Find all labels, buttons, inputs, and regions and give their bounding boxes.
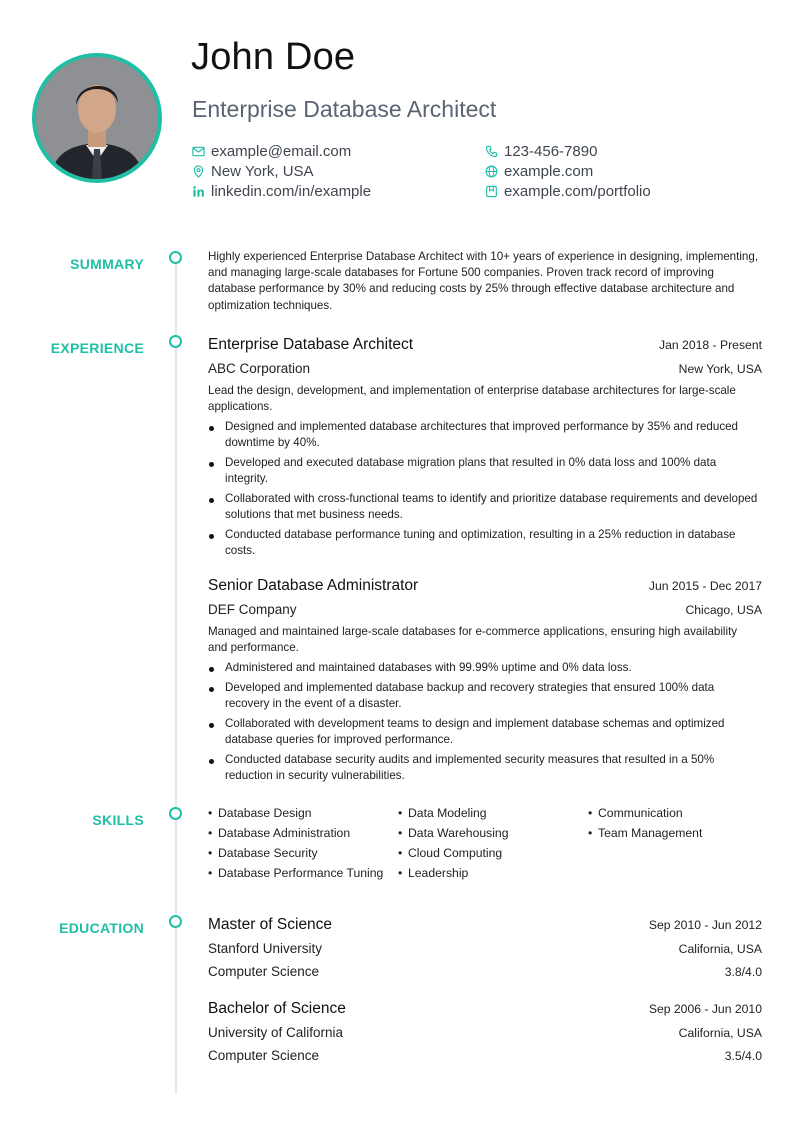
experience-2-header (208, 577, 762, 595)
experience-1-header (208, 336, 762, 354)
timeline-line (175, 256, 177, 1094)
contact-portfolio[interactable] (485, 183, 651, 200)
education-1-field-row (208, 964, 762, 979)
job-2-title: Senior Database Administrator (208, 577, 419, 594)
job-1-bullets (208, 419, 758, 563)
bullet-text: Developed and implemented database backup and recovery strategies that ensured 100% data recovery in the event of a disaster. (225, 681, 715, 710)
linkedin-text: linkedin.com/in/example (211, 183, 372, 200)
list-item (208, 680, 758, 712)
edu-1-degree: Master of Science (208, 916, 333, 933)
skill-empty (588, 845, 768, 861)
job-1-dates: Jan 2018 - Present (659, 338, 762, 352)
edu-2-gpa: 3.5/4.0 (724, 1049, 762, 1063)
location-text: New York, USA (211, 163, 314, 180)
education-2-field-row (208, 1048, 762, 1063)
envelope-icon (192, 145, 205, 158)
map-pin-icon (192, 165, 205, 178)
skill-item: • Data Modeling (398, 806, 487, 820)
bookmark-icon (485, 185, 498, 198)
edu-1-dates: Sep 2010 - Jun 2012 (648, 918, 762, 932)
website-text: example.com (504, 163, 594, 180)
edu-2-degree: Bachelor of Science (208, 1000, 346, 1017)
skill-item: • Database Administration (208, 826, 351, 840)
section-title-experience: EXPERIENCE (50, 340, 144, 356)
phone-icon (485, 145, 498, 158)
edu-1-field: Computer Science (208, 964, 320, 979)
bullet-text: Administered and maintained databases with 99.99% uptime and 0% data loss. (225, 661, 632, 674)
job-2-company: DEF Company (208, 602, 297, 617)
list-item (208, 491, 758, 523)
contact-website[interactable] (485, 163, 593, 180)
timeline-dot-experience (169, 335, 182, 348)
list-item (208, 752, 758, 784)
section-title-skills: SKILLS (92, 812, 144, 828)
list-item (208, 419, 758, 451)
list-item (208, 660, 758, 676)
globe-icon (485, 165, 498, 178)
contact-location (192, 163, 314, 180)
list-item (208, 716, 758, 748)
list-item (208, 455, 758, 487)
contact-email[interactable] (192, 143, 351, 160)
bullet-text: Designed and implemented database architectures that improved performance by 35% and reduced downtime by 40%. (225, 420, 739, 449)
bullet-text: Collaborated with cross-functional teams to identify and prioritize database requirements and developed solutions that met business needs. (225, 492, 758, 521)
bullet-text: Conducted database performance tuning and optimization, resulting in a 25% reduction in database costs. (225, 528, 736, 557)
contact-linkedin[interactable] (192, 183, 371, 200)
linkedin-icon (192, 185, 205, 198)
job-1-title: Enterprise Database Architect (208, 336, 414, 353)
skill-item: • Cloud Computing (398, 846, 503, 860)
bullet-text: Collaborated with development teams to design and implement database schemas and optimized database queries for improved performance. (225, 717, 725, 746)
edu-2-school: University of California (208, 1025, 344, 1040)
edu-1-school: Stanford University (208, 941, 323, 956)
timeline-dot-education (169, 915, 182, 928)
job-2-description: Managed and maintained large-scale databases for e-commerce applications, ensuring high availability and performance. (208, 625, 738, 654)
skill-item: • Leadership (398, 866, 469, 880)
contact-phone[interactable] (485, 143, 597, 160)
section-title-summary: SUMMARY (70, 256, 144, 272)
experience-1-subheader (208, 361, 762, 376)
job-2-dates: Jun 2015 - Dec 2017 (648, 579, 762, 593)
portfolio-text: example.com/portfolio (504, 183, 651, 200)
experience-2-subheader (208, 602, 762, 617)
edu-1-location: California, USA (678, 942, 762, 956)
list-item (208, 527, 758, 559)
profile-photo (32, 53, 162, 183)
job-title: Enterprise Database Architect (192, 96, 497, 122)
skill-item: • Database Performance Tuning (208, 866, 384, 880)
job-1-location: New York, USA (678, 362, 762, 376)
edu-2-dates: Sep 2006 - Jun 2010 (648, 1002, 762, 1016)
education-2-header (208, 1000, 762, 1018)
skill-item: • Database Design (208, 806, 312, 820)
education-1-header (208, 916, 762, 934)
summary-text: Highly experienced Enterprise Database Architect with 10+ years of experience in designing, implementing, and managing large-scale databases for Fortune 500 companies. Proven track record of improving database performance by 30% and reducing costs by 25% through effective database architecture and optimization techniques. (208, 250, 759, 312)
skill-item: • Database Security (208, 846, 318, 860)
job-2-bullets (208, 660, 758, 788)
skill-item: • Team Management (588, 826, 703, 840)
candidate-name: John Doe (191, 36, 356, 78)
section-title-education: EDUCATION (59, 920, 144, 936)
edu-1-gpa: 3.8/4.0 (724, 965, 762, 979)
edu-2-location: California, USA (678, 1026, 762, 1040)
phone-text: 123-456-7890 (504, 143, 598, 160)
skill-item: • Data Warehousing (398, 826, 509, 840)
education-2-school-row (208, 1025, 762, 1040)
bullet-text: Conducted database security audits and implemented security measures that resulted in a 50% reduction in security vulnerabilities. (225, 753, 715, 782)
education-1-school-row (208, 941, 762, 956)
bullet-text: Developed and executed database migration plans that resulted in 0% data loss and 100% data integrity. (225, 456, 717, 485)
job-1-description: Lead the design, development, and implementation of enterprise database architectures for large-scale applications. (208, 384, 736, 413)
skills-grid (208, 805, 768, 881)
timeline-dot-summary (169, 251, 182, 264)
edu-2-field: Computer Science (208, 1048, 320, 1063)
email-text: example@email.com (211, 143, 352, 160)
skill-item: • Communication (588, 806, 683, 820)
timeline-dot-skills (169, 807, 182, 820)
job-2-location: Chicago, USA (685, 603, 762, 617)
job-1-company: ABC Corporation (208, 361, 311, 376)
